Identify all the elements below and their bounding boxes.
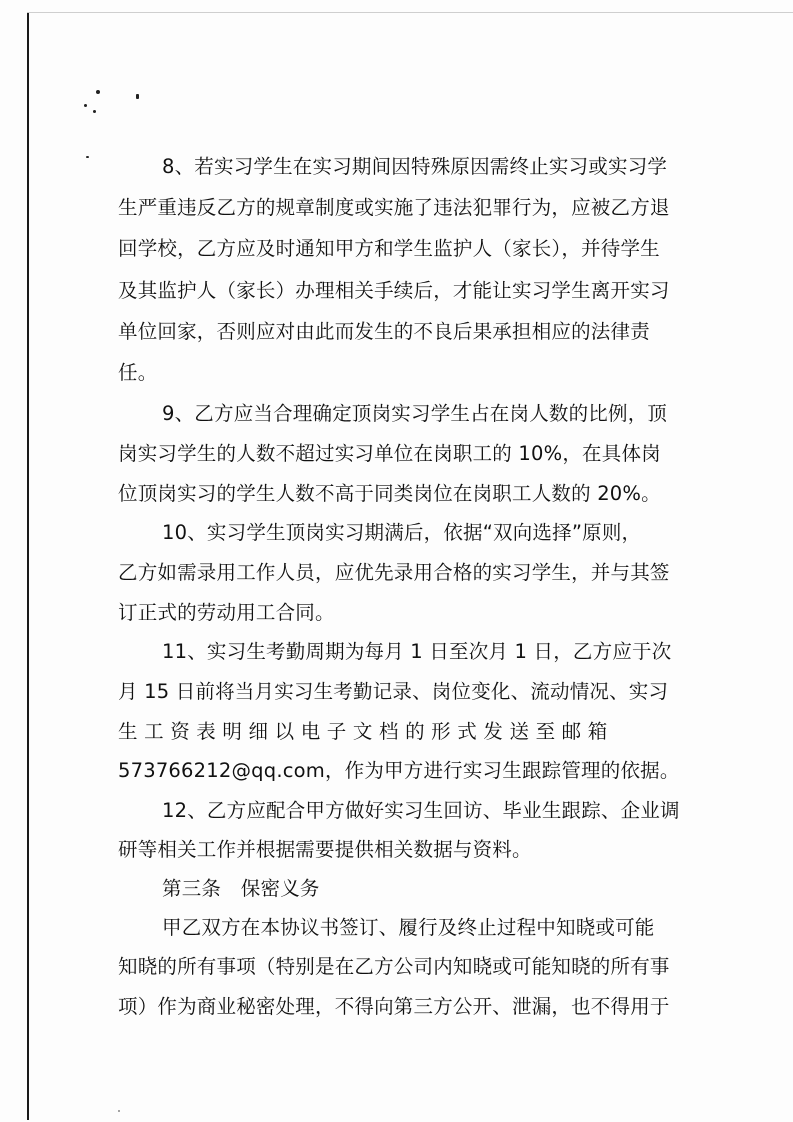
- paragraph-line: 岗实习学生的人数不超过实习单位在岗职工的 10%，在具体岗: [118, 442, 661, 465]
- paragraph-line: 月 15 日前将当月实习生考勤记录、岗位变化、流动情况、实习: [118, 680, 669, 703]
- paragraph-line: 573766212@qq.com，作为甲方进行实习生跟踪管理的依据。: [118, 759, 680, 782]
- paragraph-line: 9、乙方应当合理确定顶岗实习学生占在岗人数的比例，顶: [162, 402, 668, 425]
- paragraph-line: 生严重违反乙方的规章制度或实施了违法犯罪行为，应被乙方退: [118, 196, 670, 219]
- scan-edge-left: [27, 12, 29, 1120]
- paragraph-line: 单位回家，否则应对由此而发生的不良后果承担相应的法律责: [118, 320, 650, 343]
- paragraph-line: 生 工 资 表 明 细 以 电 子 文 档 的 形 式 发 送 至 邮 箱: [118, 720, 608, 743]
- paragraph-line: 12、乙方应配合甲方做好实习生回访、毕业生跟踪、企业调: [162, 799, 680, 822]
- paragraph-line: 项）作为商业秘密处理，不得向第三方公开、泄漏，也不得用于: [118, 995, 670, 1018]
- scan-speck: [96, 90, 100, 94]
- paragraph-line: 订正式的劳动用工合同。: [118, 601, 335, 624]
- scan-speck: [84, 104, 87, 107]
- paragraph-line: 10、实习学生顶岗实习期满后，依据“双向选择”原则，: [162, 521, 642, 544]
- paragraph-line: 研等相关工作并根据需要提供相关数据与资料。: [118, 838, 532, 861]
- paragraph-line: 8、若实习学生在实习期间因特殊原因需终止实习或实习学: [162, 155, 668, 178]
- paragraph-line: 乙方如需录用工作人员，应优先录用合格的实习学生，并与其签: [118, 561, 670, 584]
- scan-speck: [136, 94, 139, 99]
- scan-edge-top: [27, 12, 793, 13]
- paragraph-line: 知晓的所有事项（特别是在乙方公司内知晓或可能知晓的所有事: [118, 955, 670, 978]
- paragraph-line: 回学校，乙方应及时通知甲方和学生监护人（家长），并待学生: [118, 237, 660, 260]
- paragraph-line: 任。: [118, 361, 158, 384]
- section-heading: 第三条 保密义务: [162, 877, 320, 900]
- paragraph-line: 位顶岗实习的学生人数不高于同类岗位在岗职工人数的 20%。: [118, 482, 661, 505]
- paragraph-line: 11、实习生考勤周期为每月 1 日至次月 1 日，乙方应于次: [162, 640, 672, 663]
- paragraph-line: 甲乙双方在本协议书签订、履行及终止过程中知晓或可能: [162, 916, 655, 939]
- scan-speck: [118, 1110, 120, 1112]
- scan-speck: [93, 110, 96, 113]
- paragraph-line: 及其监护人（家长）办理相关手续后，才能让实习学生离开实习: [118, 279, 670, 302]
- scan-speck: [86, 156, 89, 158]
